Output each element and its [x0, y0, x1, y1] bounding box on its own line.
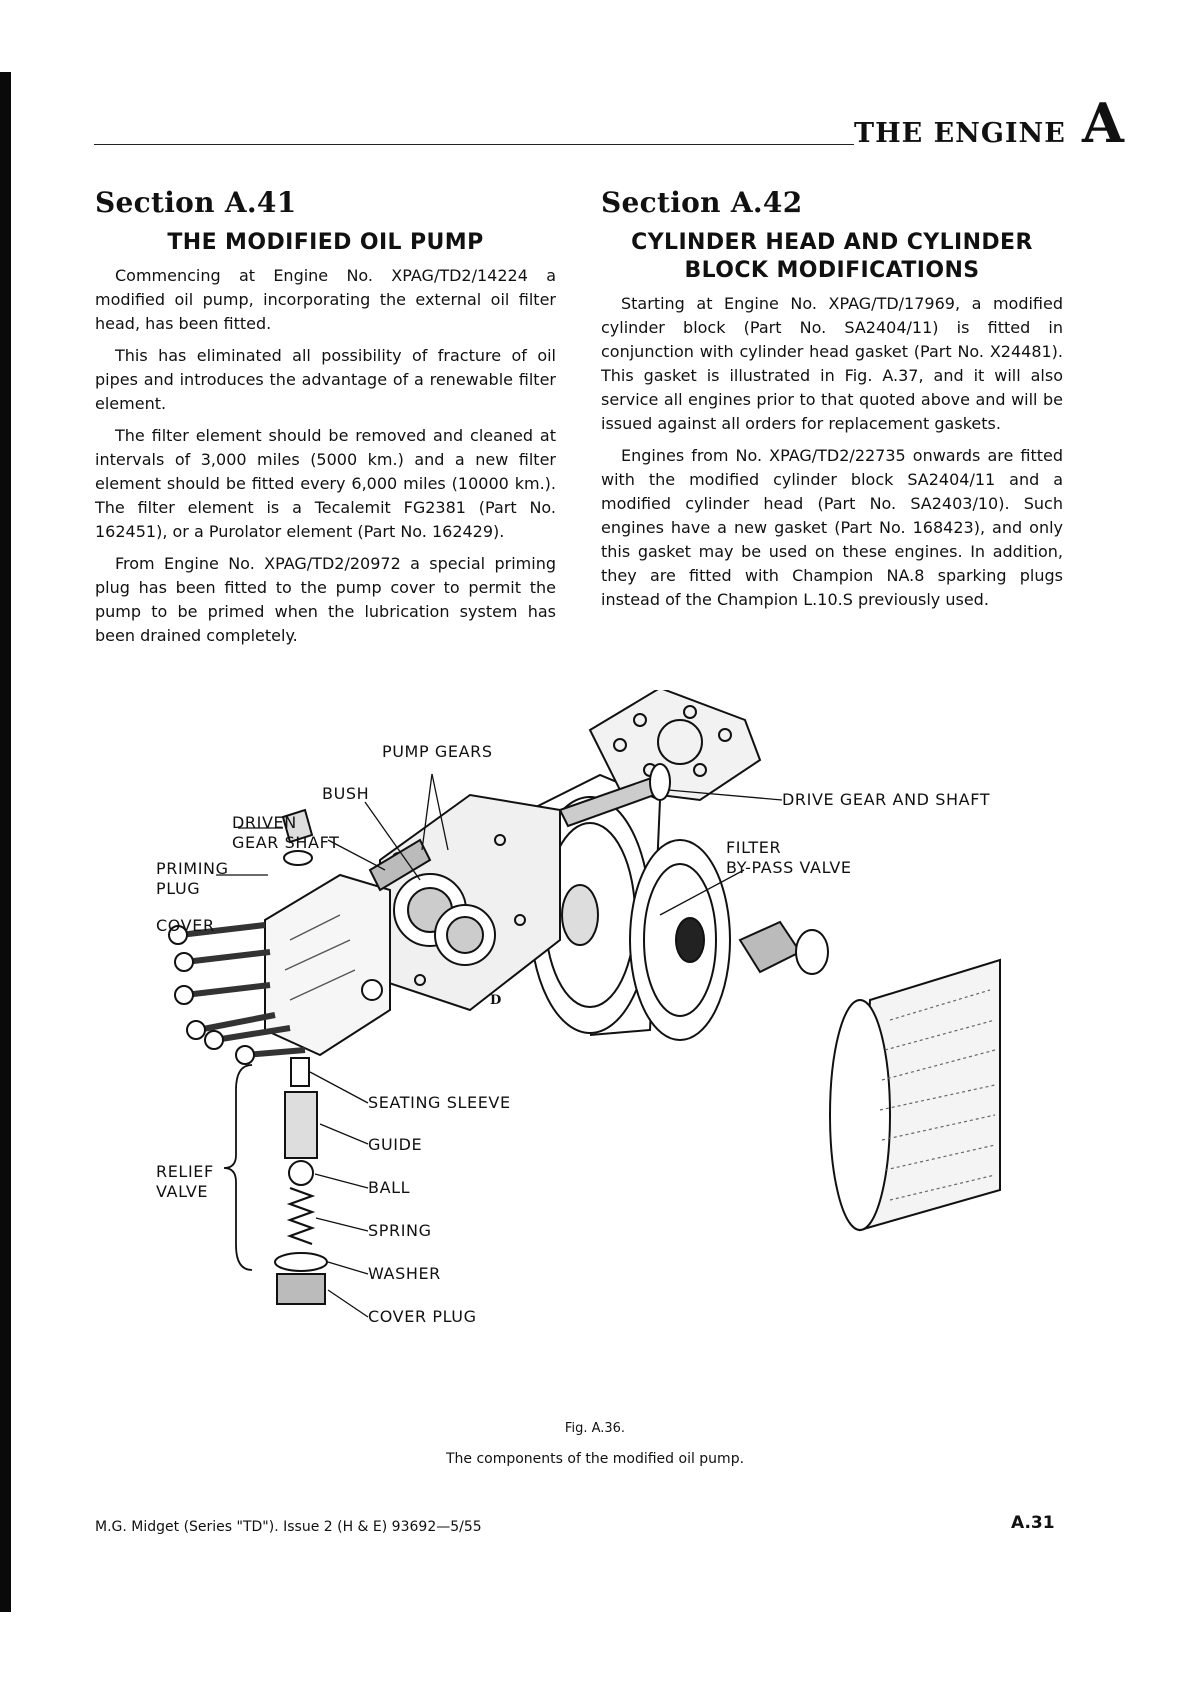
- label-priming-plug-line1: PRIMING: [156, 859, 229, 878]
- label-relief-valve-line2: VALVE: [156, 1182, 209, 1201]
- header-rule: [94, 144, 854, 145]
- section-a41-paragraph: From Engine No. XPAG/TD2/20972 a special priming plug has been fitted to the pump cover to permit the pump to be primed when the lubrication system has been drained completely.: [95, 554, 556, 645]
- label-cover: COVER: [156, 916, 215, 935]
- section-a41-heading: Section A.41: [95, 186, 297, 219]
- oil-pump-exploded-diagram: [0, 690, 1190, 1410]
- section-a41-title: THE MODIFIED OIL PUMP: [167, 230, 484, 255]
- label-pump-gears: PUMP GEARS: [382, 742, 493, 761]
- filter-element-drawing: [830, 960, 1000, 1230]
- bypass-valve-drawing: [740, 922, 828, 974]
- label-drive-gear-and-shaft: DRIVE GEAR AND SHAFT: [782, 790, 991, 809]
- label-cover-plug: COVER PLUG: [368, 1307, 477, 1326]
- section-a41-column: [95, 186, 556, 656]
- section-a41-paragraph: The filter element should be removed and cleaned at intervals of 3,000 miles (5000 km.) and a new filter element should be fitted every 6,000 miles (10000 km.). The filter element is a Tecalemit FG2381 (Part No. 162451), or a Purolator element (Part No. 162429).: [95, 426, 556, 541]
- relief-valve-brace: [224, 1065, 252, 1270]
- label-spring: SPRING: [368, 1221, 432, 1240]
- label-guide: GUIDE: [368, 1135, 423, 1154]
- label-driven-gear-shaft-line2: GEAR SHAFT: [232, 833, 340, 852]
- running-header-letter: A: [1082, 91, 1124, 155]
- section-a42-title-line: CYLINDER HEAD AND CYLINDER: [631, 230, 1033, 255]
- label-priming-plug-line2: PLUG: [156, 879, 201, 898]
- label-bush: BUSH: [322, 784, 370, 803]
- oil-pump-illustration: [0, 690, 1190, 1410]
- running-header-title: THE ENGINE: [854, 118, 1066, 149]
- label-ball: BALL: [368, 1178, 411, 1197]
- section-a42-title-line: BLOCK MODIFICATIONS: [684, 258, 980, 283]
- label-washer: WASHER: [368, 1264, 441, 1283]
- section-a42-column: [601, 186, 1063, 620]
- section-a42-paragraph: Starting at Engine No. XPAG/TD/17969, a modified cylinder block (Part No. SA2404/11) is fitted in conjunction with cylinder head gasket (Part No. X24481). This gasket is illustrated in Fig. A.37, and it will also service all engines prior to that quoted above and will be issued against all orders for replacement gaskets.: [601, 294, 1063, 433]
- section-a42-paragraph: Engines from No. XPAG/TD2/22735 onwards are fitted with the modified cylinder block SA2404/11 and a modified cylinder head (Part No. SA2403/10). Such engines have a new gasket (Part No. 168423), and only this gasket may be used on these engines. In addition, they are fitted with Champion NA.8 sparking plugs instead of the Champion L.10.S previously used.: [601, 446, 1063, 609]
- pump-body-drawing: [380, 795, 560, 1010]
- section-a42-heading: Section A.42: [601, 186, 803, 219]
- section-a41-paragraph: Commencing at Engine No. XPAG/TD2/14224 a modified oil pump, incorporating the external oil filter head, has been fitted.: [95, 266, 556, 333]
- figure-number: Fig. A.36.: [564, 1421, 626, 1436]
- figure-caption: The components of the modified oil pump.: [445, 1451, 745, 1467]
- footer-publication-info: M.G. Midget (Series "TD"). Issue 2 (H & E) 93692—5/55: [95, 1519, 482, 1535]
- footer-page-number: A.31: [1011, 1513, 1055, 1533]
- label-relief-valve-line1: RELIEF: [156, 1162, 214, 1181]
- label-filter-bypass-line1: FILTER: [726, 838, 782, 857]
- label-filter-bypass-line2: BY-PASS VALVE: [726, 858, 852, 877]
- section-a41-paragraph: This has eliminated all possibility of fracture of oil pipes and introduces the advantage of a renewable filter element.: [95, 346, 556, 413]
- label-seating-sleeve: SEATING SLEEVE: [368, 1093, 511, 1112]
- label-d-marker: D: [490, 993, 502, 1008]
- label-driven-gear-shaft-line1: DRIVEN: [232, 813, 297, 832]
- relief-valve-drawing: [275, 1058, 327, 1304]
- section-a42-title: [601, 229, 1063, 285]
- end-plate-drawing: [590, 690, 760, 800]
